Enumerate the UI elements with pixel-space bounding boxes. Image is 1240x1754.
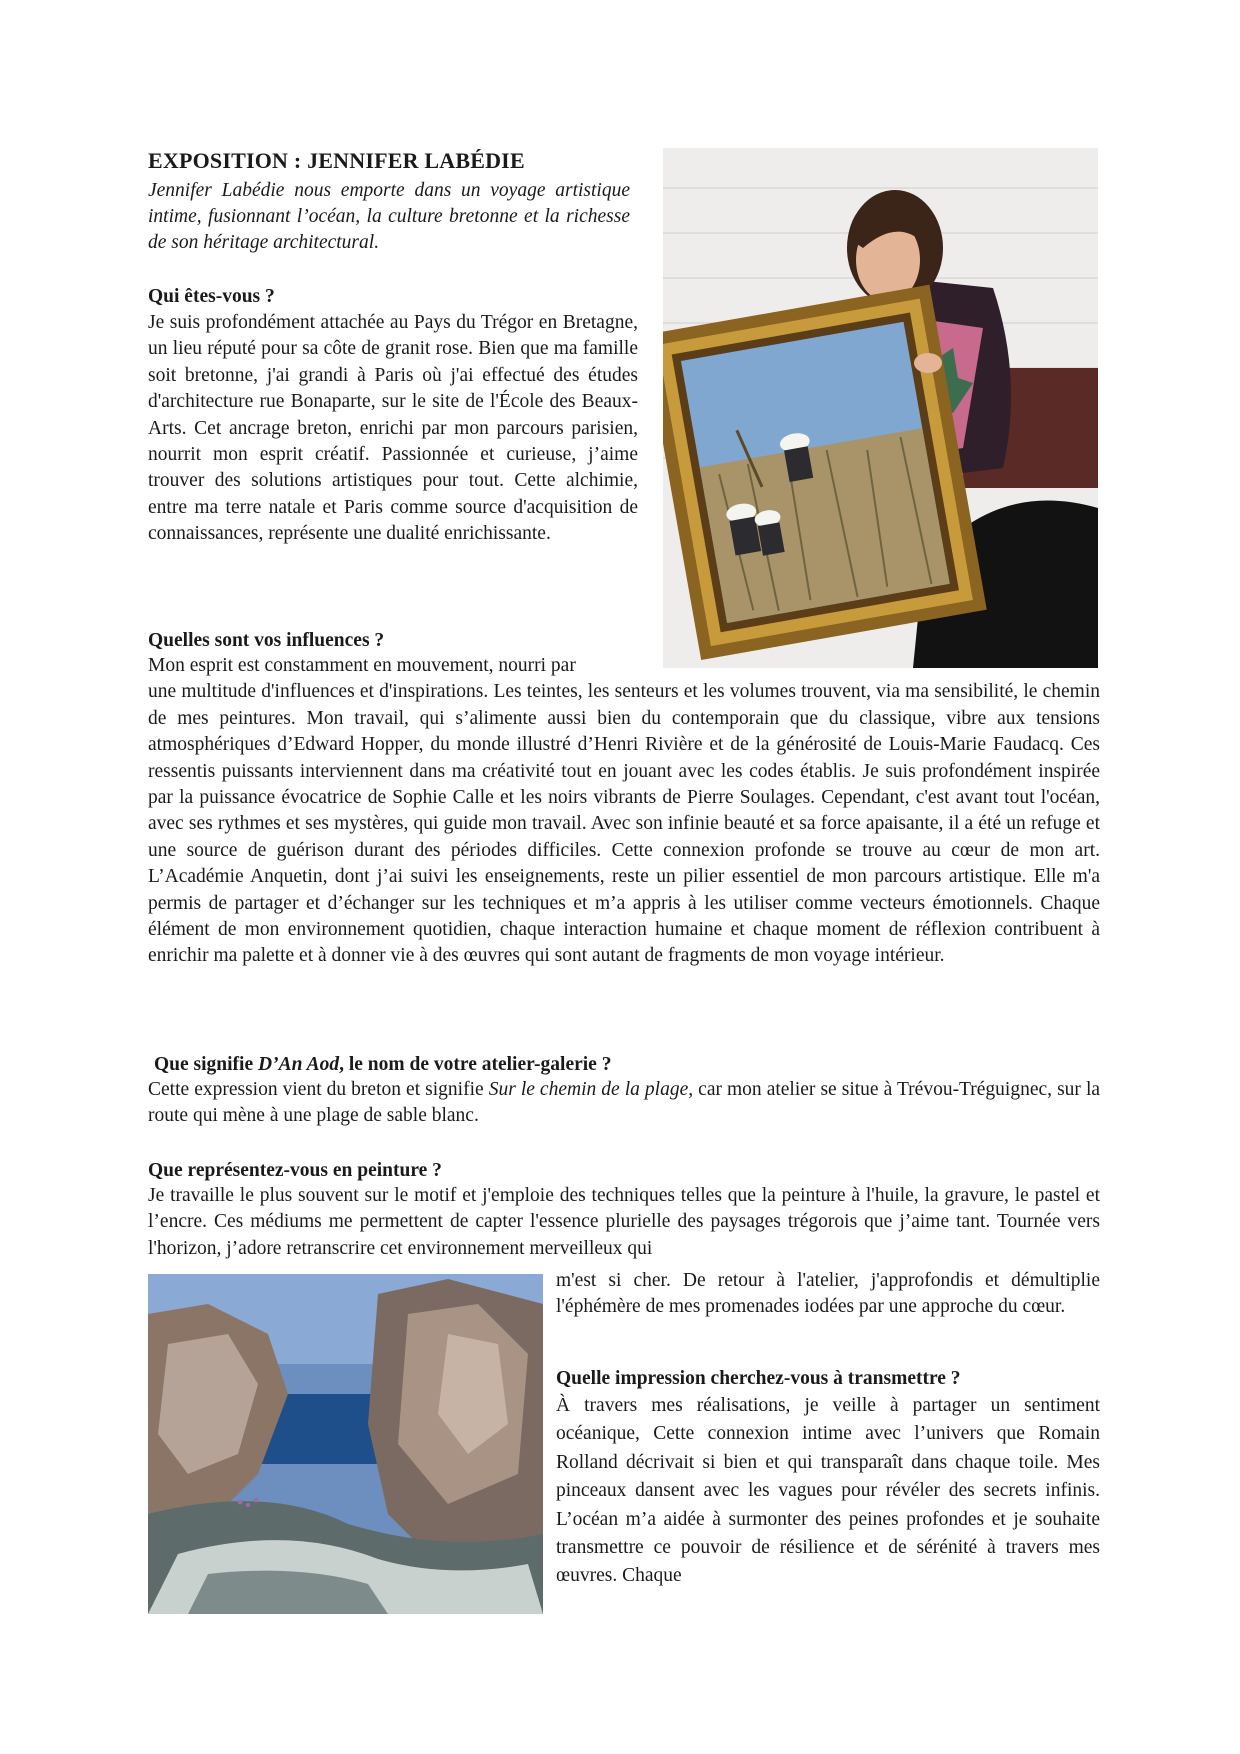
article-lead: Jennifer Labédie nous emporte dans un voyage artistique intime, fusionnant l’océan, la culture bretonne et la richesse de son héritage architectural.: [148, 180, 630, 253]
section-impression-body: À travers mes réalisations, je veille à partager un sentiment océanique, Cette connexion intime avec l’univers que Romain Rolland décrivait si bien et qui transparaît dans chaque toile. Mes pinceaux dansent avec les vagues pour révéler des secrets infinis. L’océan m’a aidée à surmonter des peines profondes et je souhaite transmettre ce pouvoir de résilience et de sérénité à travers mes œuvres. Chaque: [556, 1395, 1100, 1587]
section-influences-heading: Quelles sont vos influences ?: [148, 630, 385, 651]
section-meaning-body: Cette expression vient du breton et signifie Sur le chemin de la plage, car mon atelier se situe à Trévou-Tréguignec, sur la route qui mène à une plage de sable blanc.: [148, 1079, 1101, 1127]
section-influences-body: une multitude d'influences et d'inspirations. Les teintes, les senteurs et les volumes trouvent, via ma sensibilité, le chemin de mes peintures. Mon travail, qui s’alimente aussi bien du contemporain que du classique, vibre aux tensions atmosphériques d’Edward Hopper, du monde illustré d’Henri Rivière et de la générosité de Louis-Marie Faudacq. Ces ressentis puissants interviennent dans ma créativité tout en jouant avec les codes établis. Je suis profondément inspirée par la puissance évocatrice de Sophie Calle et les noirs vibrants de Pierre Soulages. Cependant, c'est avant tout l'océan, avec ses rythmes et ses mystères, qui guide mon travail. Avec son infinie beauté et sa force apaisante, il a été un refuge et une source de guérison durant des périodes difficiles. Cette connexion profonde se trouve au cœur de mon art. L’Académie Anquetin, dont j’ai suivi les enseignements, reste un pilier essentiel de mon parcours artistique. Elle m'a permis de partager et d’échanger sur les techniques et m’a appris à les utiliser comme vecteurs émotionnels. Chaque élément de mon environnement quotidien, chaque interaction humaine et chaque moment de réflexion contribuent à enrichir ma palette et à donner vie à des œuvres qui sont autant de fragments de mon voyage intérieur.: [148, 681, 1100, 967]
section-who-body: Je suis profondément attachée au Pays du Trégor en Bretagne, un lieu réputé pour sa côte de granit rose. Bien que ma famille soit bretonne, j'ai grandi à Paris où j'ai effectué des études d'architecture rue Bonaparte, sur le site de l'École des Beaux-Arts. Cet ancrage breton, enrichi par mon parcours parisien, nourrit mon esprit créatif. Passionnée et curieuse, j’aime trouver des solutions artistiques pour tout. Cette alchimie, entre ma terre natale et Paris comme source d'acquisition de connaissances, représente une dualité enrichissante.: [148, 312, 638, 545]
coastal-rocks-painting: [148, 1274, 543, 1614]
section-meaning-heading: Que signifie D’An Aod, le nom de votre atelier-galerie ?: [154, 1054, 612, 1075]
section-painting-body: Je travaille le plus souvent sur le motif et j'emploie des techniques telles que la peinture à l'huile, la gravure, le pastel et l’encre. Ces médiums me permettent de capter l'essence plurielle des paysages trégorois que j’aime tant. Tournée vers l'horizon, j’adore retranscrire cet environnement merveilleux qui: [148, 1185, 1100, 1259]
article-title: EXPOSITION : JENNIFER LABÉDIE: [148, 148, 525, 173]
artist-portrait-photo: [663, 148, 1098, 668]
atelier-name: D’An Aod: [258, 1054, 340, 1075]
section-painting-heading: Que représentez-vous en peinture ?: [148, 1160, 442, 1181]
section-impression-heading: Quelle impression cherchez-vous à transmettre ?: [556, 1368, 961, 1389]
section-who: [148, 286, 638, 548]
section-painting-body-wrap: m'est si cher. De retour à l'atelier, j'approfondis et démultiplie l'éphémère de mes promenades iodées par une approche du cœur.: [556, 1270, 1100, 1318]
section-painting: [148, 1160, 1100, 1262]
section-meaning: [148, 1054, 1100, 1130]
section-influences-body-first: Mon esprit est constamment en mouvement, nourri par: [148, 655, 576, 676]
section-who-heading: Qui êtes-vous ?: [148, 286, 275, 307]
section-impression: [556, 1368, 1100, 1591]
section-influences: [148, 630, 1100, 970]
